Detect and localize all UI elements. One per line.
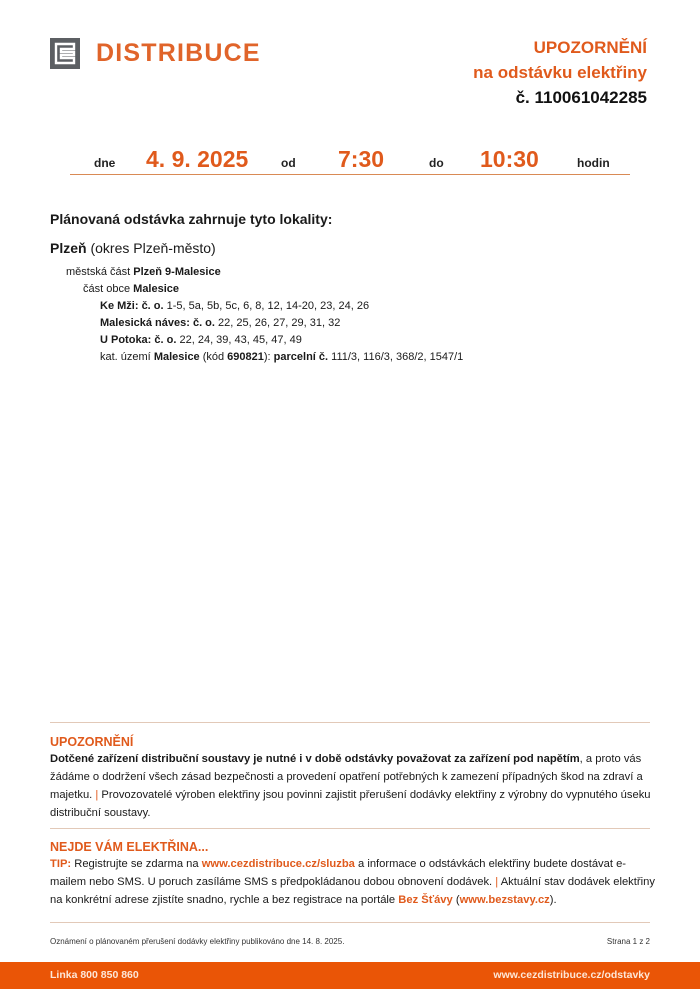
- page-number: Strana 1 z 2: [606, 937, 650, 946]
- tip-heading: NEJDE VÁM ELEKTŘINA...: [50, 840, 209, 854]
- hotline: Linka 800 850 860: [50, 969, 139, 981]
- service-link[interactable]: www.cezdistribuce.cz/sluzba: [201, 858, 355, 870]
- date-label: dne: [94, 156, 116, 170]
- to-label: do: [429, 156, 444, 170]
- locations-heading: Plánovaná odstávka zahrnuje tyto lokality:: [50, 211, 333, 227]
- divider: [50, 828, 650, 829]
- street-item: Ke Mži: č. o. 1-5, 5a, 5b, 5c, 6, 8, 12, 14-20, 23, 24, 26: [100, 300, 370, 312]
- warning-text: Dotčené zařízení distribuční soustavy je nutné i v době odstávky považovat za zařízení pod napětím, a proto vás žádáme o dodržení všech zásad bezpečnosti a provedení opatření potřebných k zamezení případných škod na zdraví a majetku. | Provozovatelé výroben elektřiny jsou povinni zajistit přerušení dodávky elektřiny z výrobny do vypnutého úseku distribuční soustavy.: [50, 753, 651, 819]
- publication-note: Oznámení o plánovaném přerušení dodávky elektřiny publikováno dne 14. 8. 2025.: [50, 937, 345, 946]
- outage-schedule: [70, 142, 630, 175]
- district: (okres Plzeň-město): [90, 240, 216, 256]
- cadastre-item: kat. území Malesice (kód 690821): parcelní č. 111/3, 116/3, 368/2, 1547/1: [100, 351, 464, 363]
- divider: [50, 722, 650, 723]
- notice-title: UPOZORNĚNÍ: [533, 38, 647, 57]
- hours-label: hodin: [577, 156, 610, 170]
- notice-number: č. 110061042285: [515, 88, 647, 107]
- outage-date: 4. 9. 2025: [146, 146, 249, 172]
- cez-logo-icon: [50, 38, 80, 69]
- logo-text: DISTRIBUCE: [96, 39, 261, 67]
- city-name: Plzeň: [50, 240, 87, 256]
- municipal-part: městská část Plzeň 9-Malesice: [66, 266, 221, 278]
- from-label: od: [281, 156, 296, 170]
- bezstavy-link[interactable]: www.bezstavy.cz: [459, 894, 550, 906]
- portal-name: Bez Šťávy: [398, 894, 453, 906]
- from-time: 7:30: [338, 146, 385, 172]
- street-item: Malesická náves: č. o. 22, 25, 26, 27, 29, 31, 32: [100, 317, 341, 329]
- to-time: 10:30: [480, 146, 539, 172]
- footer-bar: [0, 962, 700, 989]
- street-item: U Potoka: č. o. 22, 24, 39, 43, 45, 47, 49: [100, 334, 302, 346]
- tip-text: TIP: Registrujte se zdarma na www.cezdistribuce.cz/sluzba a informace o odstávkách elektřiny budete dostávat e-mailem nebo SMS. U poruch zasíláme SMS s předpokládanou dobou obnovení dodávek. | Aktuální stav dodávek elektřiny na konkrétní adrese zjistíte snadno, rychle a bez registrace na portále Bez Šťávy (www.bezstavy.cz).: [50, 858, 655, 906]
- warning-heading: UPOZORNĚNÍ: [50, 735, 134, 749]
- village-part: část obce Malesice: [83, 283, 180, 295]
- divider: [50, 922, 650, 923]
- website-link[interactable]: www.cezdistribuce.cz/odstavky: [493, 969, 650, 981]
- city-line: [50, 240, 216, 256]
- notice-subtitle: na odstávku elektřiny: [473, 63, 647, 82]
